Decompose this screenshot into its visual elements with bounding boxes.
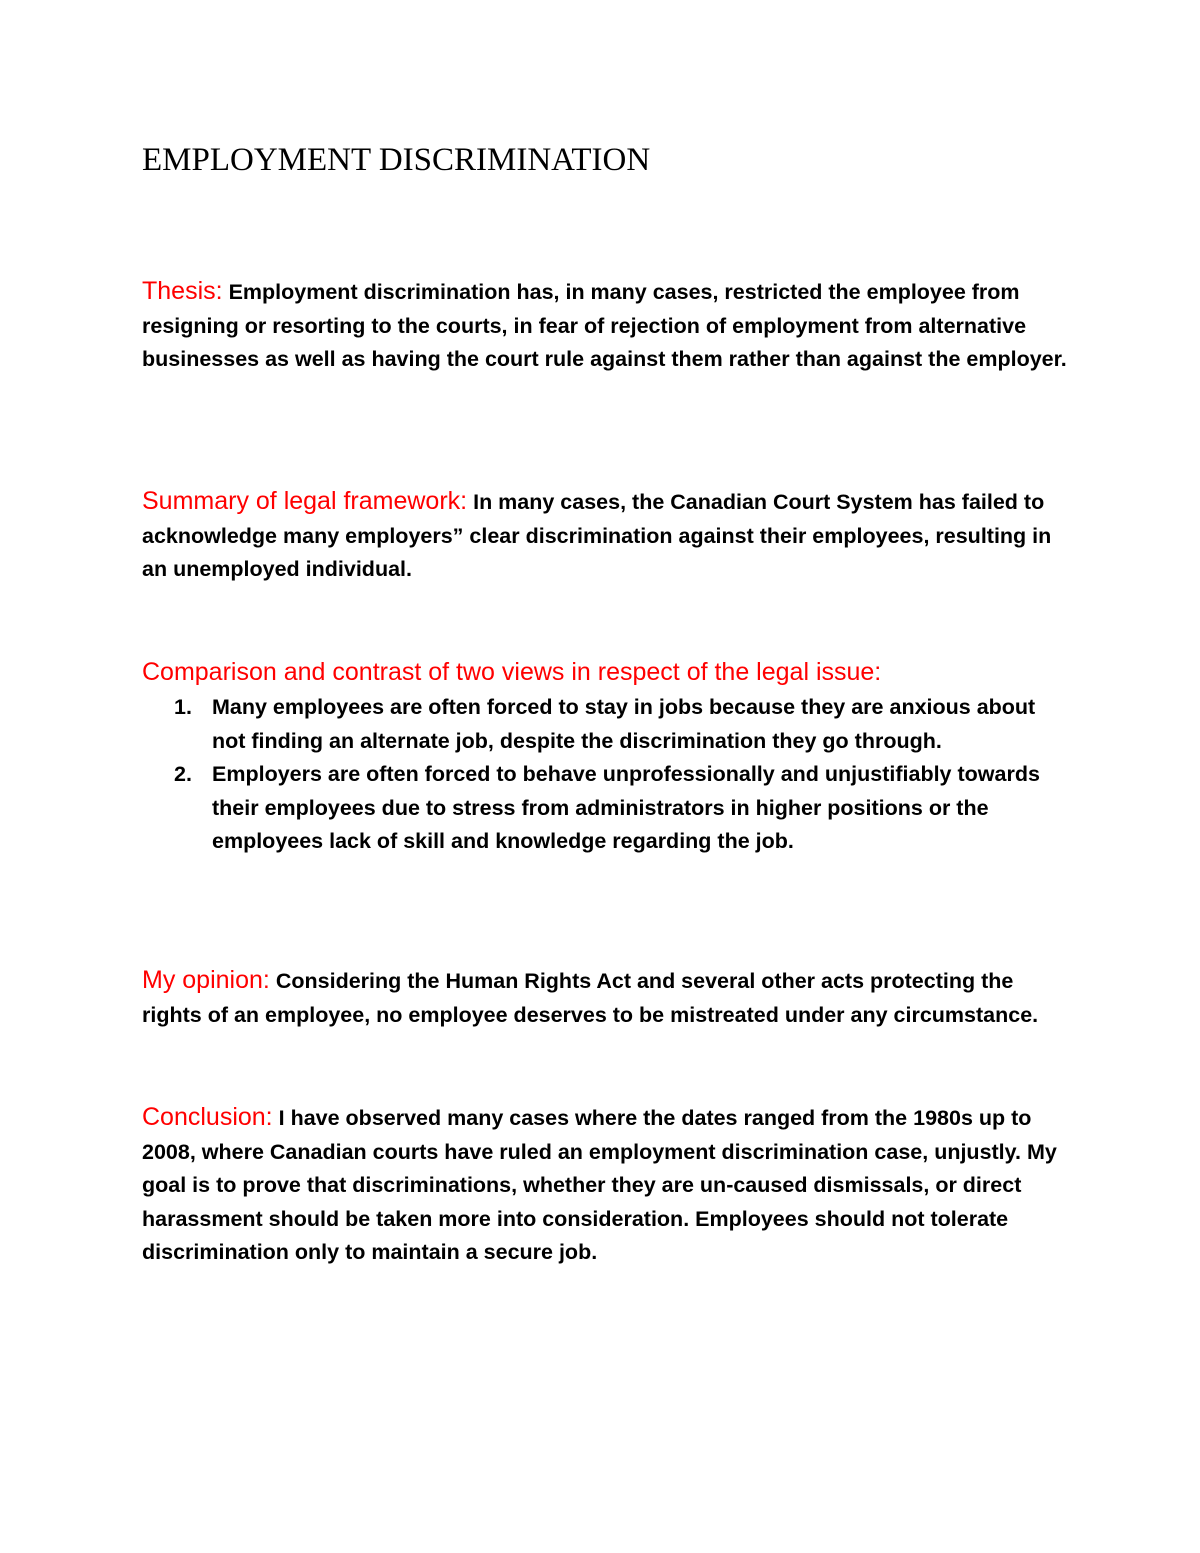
comparison-list (142, 691, 1072, 859)
opinion-paragraph (142, 964, 1072, 1032)
list-item-number: 1. (174, 695, 192, 719)
list-item (142, 758, 1072, 859)
opinion-text: Considering the Human Rights Act and several other acts protecting the rights of an employee, no employee deserves to be mistreated under any circumstance. (142, 969, 1039, 1027)
conclusion-paragraph (142, 1101, 1072, 1270)
summary-label: Summary of legal framework: (142, 487, 468, 515)
list-item-number: 2. (174, 762, 192, 786)
thesis-paragraph (142, 275, 1072, 377)
conclusion-text: I have observed many cases where the dates ranged from the 1980s up to 2008, where Canadian courts have ruled an employment discrimination case, unjustly. My goal is to prove that discriminations, whether they are un-caused dismissals, or direct harassment should be taken more into consideration. Employees should not tolerate discrimination only to maintain a secure job. (142, 1106, 1057, 1264)
summary-paragraph (142, 485, 1072, 587)
comparison-heading: Comparison and contrast of two views in respect of the legal issue: (142, 658, 882, 686)
thesis-label: Thesis: (142, 277, 223, 305)
list-item-text: Many employees are often forced to stay in jobs because they are anxious about not finding an alternate job, despite the discrimination they go through. (212, 695, 1036, 753)
thesis-text: Employment discrimination has, in many cases, restricted the employee from resigning or resorting to the courts, in fear of rejection of employment from alternative businesses as well as having the court rule against them rather than against the employer. (142, 280, 1067, 371)
list-item-text: Employers are often forced to behave unprofessionally and unjustifiably towards their employees due to stress from administrators in higher positions or the employees lack of skill and knowledge regarding the job. (212, 762, 1040, 853)
opinion-label: My opinion: (142, 966, 270, 994)
document-title: EMPLOYMENT DISCRIMINATION (142, 142, 651, 178)
summary-text: In many cases, the Canadian Court System has failed to acknowledge many employers” clear discrimination against their employees, resulting in an unemployed individual. (142, 490, 1052, 581)
list-item (142, 691, 1072, 758)
conclusion-label: Conclusion: (142, 1103, 273, 1131)
